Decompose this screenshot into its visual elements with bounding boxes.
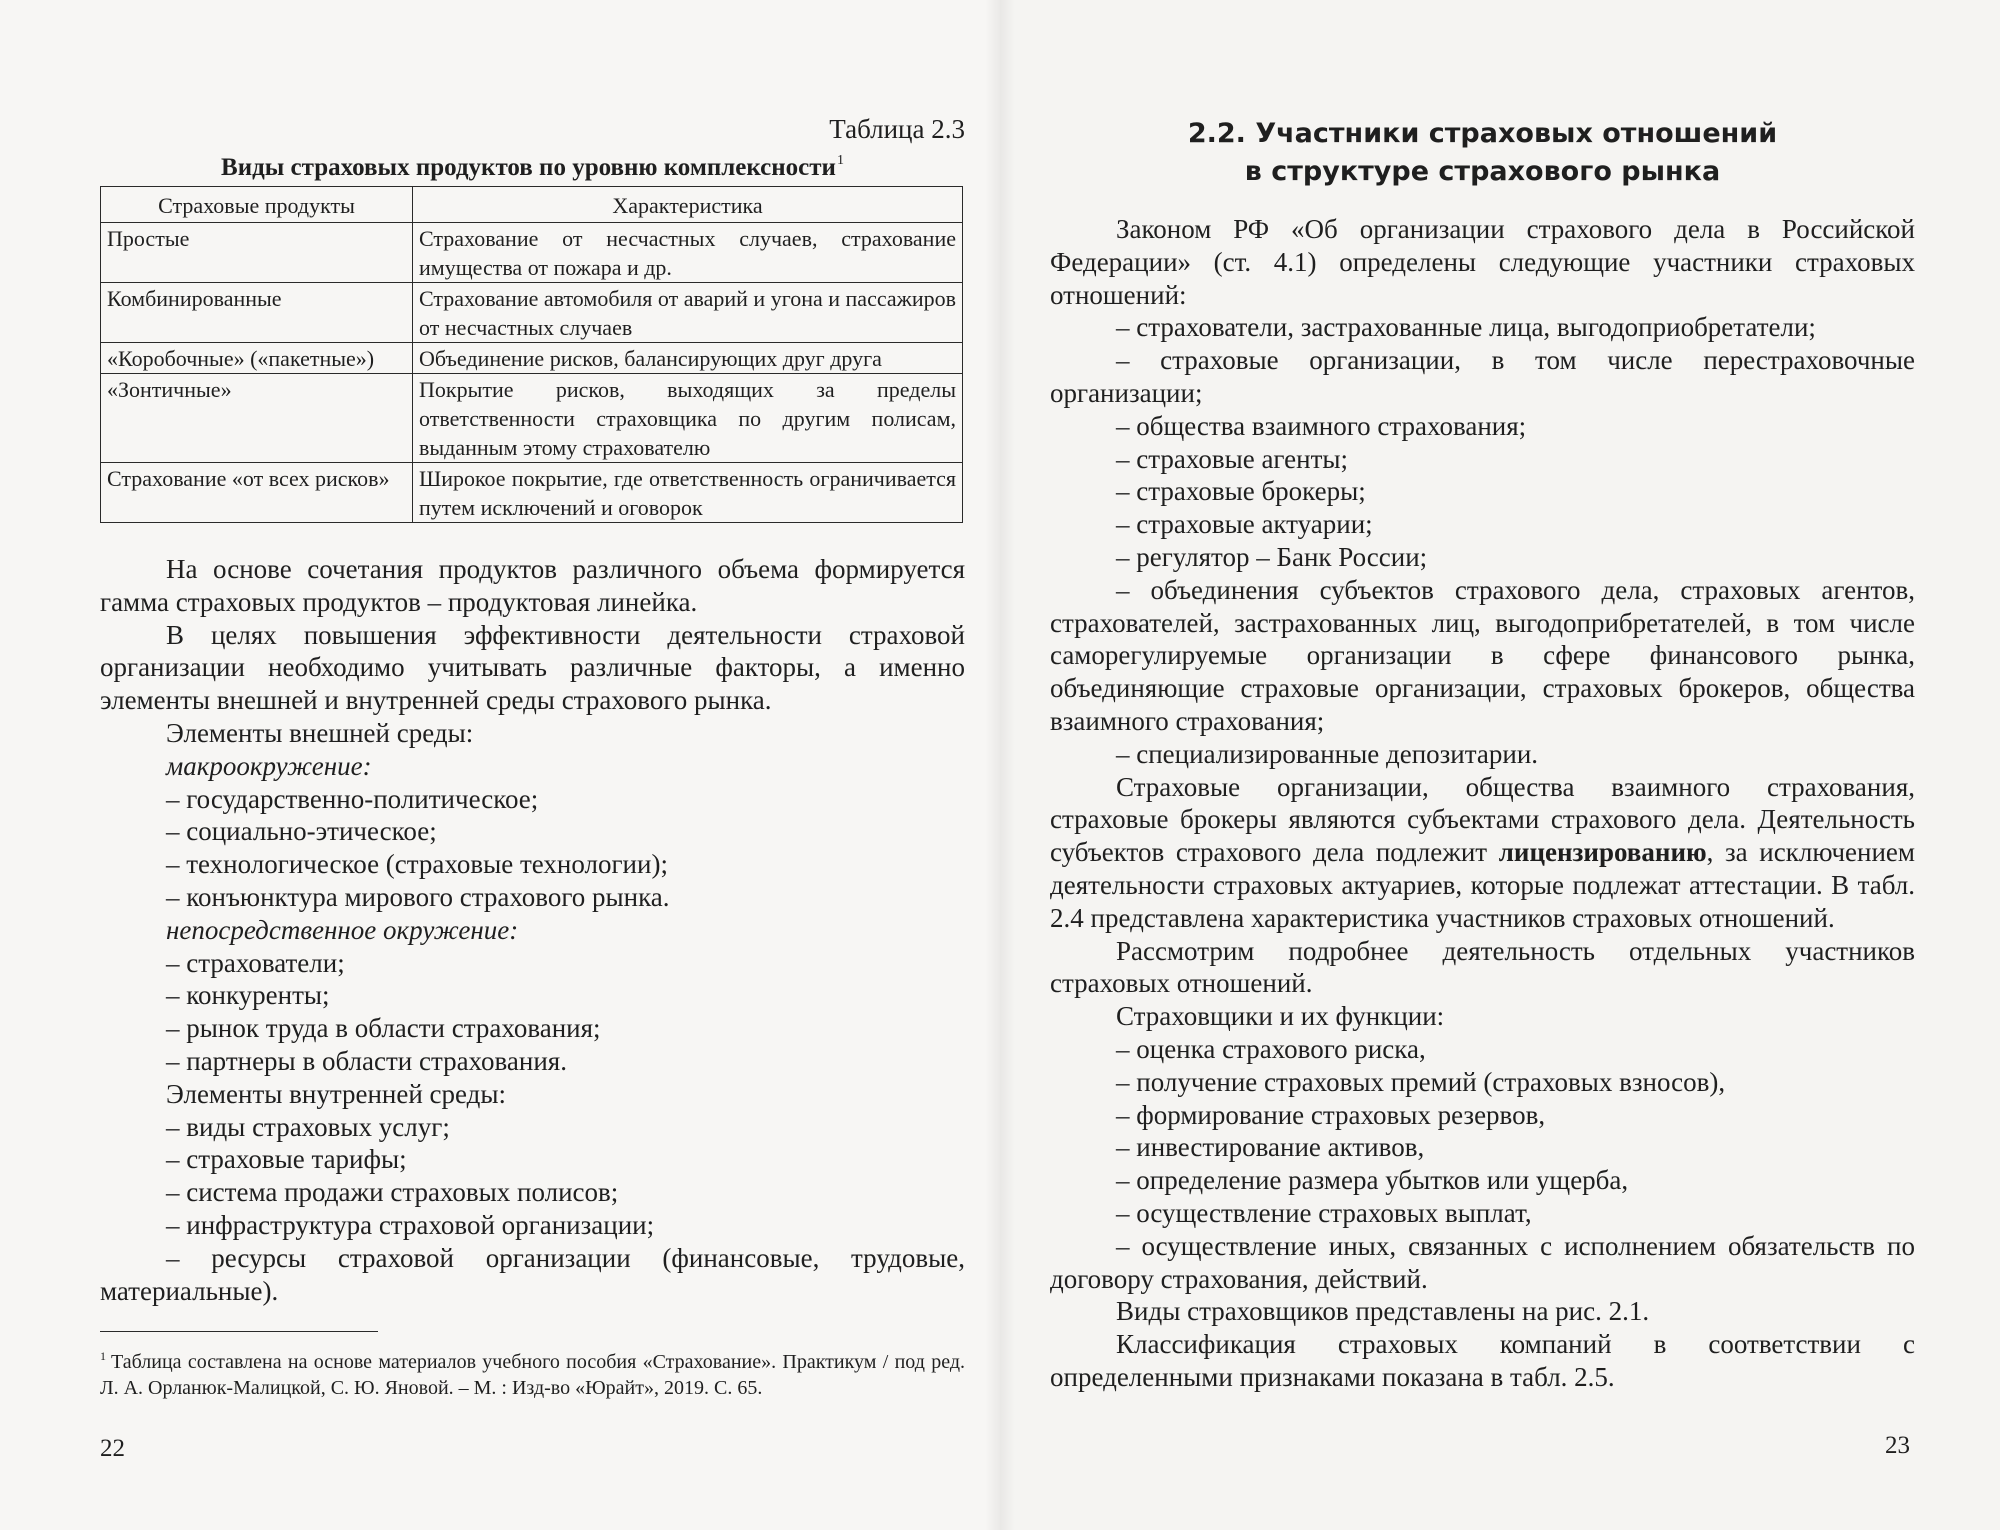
list-item: – страховые актуарии; bbox=[1116, 509, 1373, 540]
paragraph-efficiency: В целях повышения эффективности деятельности страховой организации необходимо учитывать различные факторы, а именно элементы внешней и внутренней среды страхового рынка. bbox=[100, 619, 965, 716]
table-title bbox=[100, 146, 965, 183]
licensing-text-after: , за исключением деятельности страховых актуариев, которые подлежат аттестации. В табл. 2.4 представлена характеристика участников страховых отношений. bbox=[1050, 837, 1915, 933]
list-item: – определение размера убытков или ущерба, bbox=[1116, 1165, 1629, 1196]
list-item: – объединения субъектов страхового дела, страховых агентов, страхователей, застрахованных лиц, выгодоприбретателей, в том числе саморегулируемые организации в сфере финансового рынка, объединяющие страховые организации, страховых брокеров, общества взаимного страхования; bbox=[1050, 574, 1915, 736]
table-number: Таблица 2.3 bbox=[829, 114, 965, 144]
list-item: – конкуренты; bbox=[166, 980, 330, 1011]
list-item: – инвестирование активов, bbox=[1116, 1132, 1425, 1163]
list-item: – осуществление страховых выплат, bbox=[1116, 1197, 1532, 1228]
footnote-divider bbox=[100, 1331, 378, 1332]
cell-product: Комбинированные bbox=[101, 283, 413, 343]
cell-characteristic: Страхование автомобиля от аварий и угона и пассажиров от несчастных случаев bbox=[413, 283, 963, 343]
cell-characteristic: Объединение рисков, балансирующих друг друга bbox=[413, 343, 963, 374]
internal-env-heading: Элементы внутренней среды: bbox=[166, 1078, 507, 1109]
external-env-heading: Элементы внешней среды: bbox=[166, 717, 474, 748]
macro-heading: макроокружение: bbox=[166, 750, 372, 781]
paragraph-product-line: На основе сочетания продуктов различного объема формируется гамма страховых продуктов – продуктовая линейка. bbox=[100, 554, 965, 617]
list-item: – конъюнктура мирового страхового рынка. bbox=[166, 881, 670, 912]
direct-env-heading: непосредственное окружение: bbox=[166, 914, 519, 945]
list-item: – государственно-политическое; bbox=[166, 783, 539, 814]
list-item: – система продажи страховых полисов; bbox=[166, 1177, 619, 1208]
list-item: – страхователи, застрахованные лица, выгодоприобретатели; bbox=[1116, 312, 1816, 343]
list-item: – страховые тарифы; bbox=[166, 1144, 407, 1175]
page-number-left: 22 bbox=[100, 1435, 125, 1462]
list-item: – страховые агенты; bbox=[1116, 443, 1349, 474]
table-row bbox=[101, 223, 963, 283]
paragraph-types-ref: Виды страховщиков представлены на рис. 2.1. bbox=[1116, 1296, 1650, 1327]
footnote-ref: 1 bbox=[836, 153, 844, 168]
cell-product: «Зонтичные» bbox=[101, 374, 413, 463]
paragraph-classification: Классификация страховых компаний в соответствии с определенными признаками показана в табл. 2.5. bbox=[1050, 1329, 1915, 1392]
header-characteristic: Характеристика bbox=[413, 187, 963, 223]
list-item: – регулятор – Банк России; bbox=[1116, 541, 1428, 572]
left-body-text bbox=[100, 553, 965, 1307]
list-item: – виды страховых услуг; bbox=[166, 1111, 450, 1142]
section-title-line2: в структуре страхового рынка bbox=[1244, 156, 1721, 187]
section-title-line1: 2.2. Участники страховых отношений bbox=[1187, 118, 1778, 149]
cell-product: «Коробочные» («пакетные») bbox=[101, 343, 413, 374]
list-item: – страховые организации, в том числе перестраховочные организации; bbox=[1050, 345, 1915, 408]
list-item: – технологическое (страховые технологии); bbox=[166, 849, 668, 880]
cell-characteristic: Широкое покрытие, где ответственность ограничивается путем исключений и оговорок bbox=[413, 463, 963, 523]
table-row bbox=[101, 343, 963, 374]
list-item-other-actions: – осуществление иных, связанных с исполнением обязательств по договору страхования, действий. bbox=[1050, 1230, 1915, 1294]
list-item: – рынок труда в области страхования; bbox=[166, 1013, 601, 1044]
paragraph-consider: Рассмотрим подробнее деятельность отдельных участников страховых отношений. bbox=[1050, 935, 1915, 999]
list-item: – инфраструктура страховой организации; bbox=[166, 1209, 655, 1240]
list-item: – страховые брокеры; bbox=[1116, 476, 1366, 507]
licensing-text-before: Страховые организации, общества взаимного страхования, страховые брокеры являются субъектами страхового дела. Деятельность субъектов страхового дела подлежит bbox=[1050, 771, 1915, 868]
table-title-text: Виды страховых продуктов по уровню комплексности bbox=[221, 154, 836, 181]
table-row bbox=[101, 463, 963, 523]
paragraph-licensing bbox=[1050, 771, 1915, 935]
header-products: Страховые продукты bbox=[101, 187, 413, 223]
list-item: – страхователи; bbox=[166, 947, 345, 978]
list-item: – партнеры в области страхования. bbox=[166, 1045, 567, 1076]
footnote bbox=[100, 1343, 965, 1401]
section-title bbox=[1050, 115, 1915, 191]
insurers-heading: Страховщики и их функции: bbox=[1116, 1001, 1445, 1032]
licensing-bold-term: лицензированию bbox=[1498, 837, 1707, 868]
cell-characteristic: Страхование от несчастных случаев, страхование имущества от пожара и др. bbox=[413, 223, 963, 283]
insurance-products-table bbox=[100, 186, 963, 523]
footnote-text: Таблица составлена на основе материалов учебного пособия «Страхование». Практикум / под ред. Л. А. Орланюк-Малицкой, С. Ю. Яновой. – М. : Изд-во «Юрайт», 2019. С. 65. bbox=[100, 1351, 965, 1399]
table-row bbox=[101, 374, 963, 463]
paragraph-law-intro: Законом РФ «Об организации страхового дела в Российской Федерации» (ст. 4.1) определены следующие участники страховых отношений: bbox=[1050, 214, 1915, 310]
list-item: – формирование страховых резервов, bbox=[1116, 1099, 1546, 1130]
list-item-resources: – ресурсы страховой организации (финансовые, трудовые, материальные). bbox=[100, 1242, 965, 1306]
cell-product: Страхование «от всех рисков» bbox=[101, 463, 413, 523]
right-body-text bbox=[1050, 213, 1915, 1394]
cell-product: Простые bbox=[101, 223, 413, 283]
book-gutter bbox=[985, 0, 1015, 1530]
list-item: – оценка страхового риска, bbox=[1116, 1033, 1426, 1064]
table-header-row bbox=[101, 187, 963, 223]
table-row bbox=[101, 283, 963, 343]
list-item: – получение страховых премий (страховых взносов), bbox=[1116, 1066, 1726, 1097]
cell-characteristic: Покрытие рисков, выходящих за пределы ответственности страховщика по другим полисам, выданным этому страхователю bbox=[413, 374, 963, 463]
footnote-marker: 1 bbox=[100, 1349, 106, 1363]
list-item: – общества взаимного страхования; bbox=[1116, 410, 1527, 441]
list-item: – социально-этическое; bbox=[166, 816, 437, 847]
page-number-right: 23 bbox=[1885, 1432, 1910, 1459]
list-item: – специализированные депозитарии. bbox=[1116, 738, 1539, 769]
